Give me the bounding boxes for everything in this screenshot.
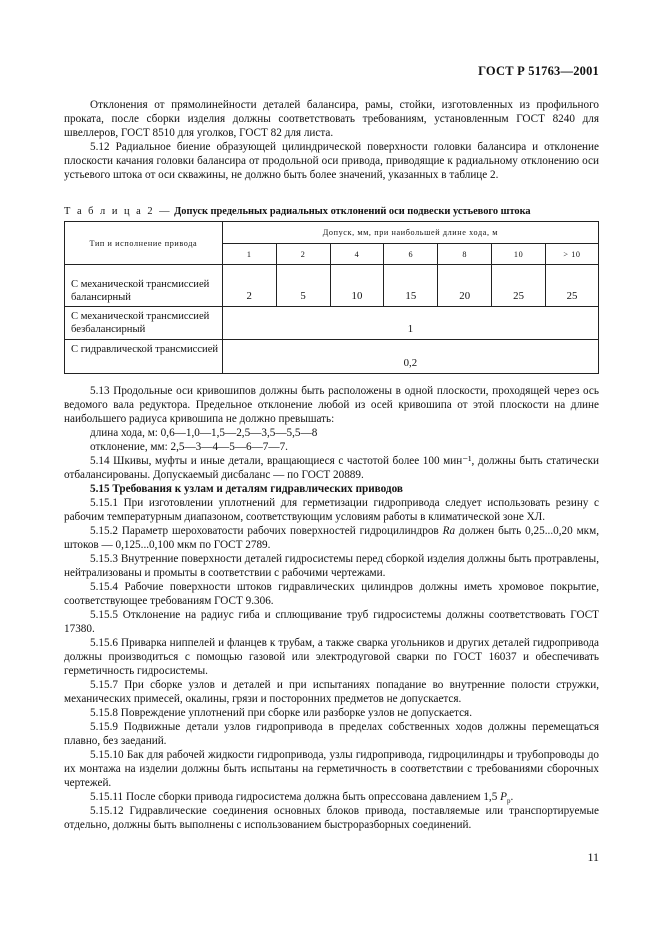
paragraph-5-15-6: 5.15.6 Приварка ниппелей и фланцев к трубам, а также сварка угольников и других деталей гидропривода должны производиться с помощью газовой или электродуговой сварки по ГОСТ 16037 и обеспечивать герметичность гидросистемы. [64, 637, 599, 677]
paragraph-5-15-2-text: 5.15.2 Параметр шероховатости рабочих поверхностей гидроцилиндров [90, 525, 443, 537]
tolerance-table [64, 221, 599, 374]
table-row [65, 340, 599, 374]
stroke-length-header: > 10 [546, 244, 599, 265]
table-cell-merged: 0,2 [222, 340, 598, 374]
row-label: С механической трансмиссией балансирный [65, 265, 223, 307]
row-label: С гидравлической трансмиссией [65, 340, 223, 374]
paragraph-5-12: 5.12 Радиальное биение образующей цилиндрической поверхности головки балансира и отклонение плоскости качания головки балансира от продольной оси привода, приводящие к радиальному отклонению оси устьевого штока от оси скважины, не должно быть более значений, указанных в таблице 2. [64, 141, 599, 181]
table-cell-merged: 1 [222, 307, 598, 340]
paragraph-5-15-1: 5.15.1 При изготовлении уплотнений для герметизации гидропривода следует использовать резину с рабочим температурным диапазоном, соответствующим условиям работы в климатической зоне ХЛ. [64, 497, 599, 523]
table-caption [64, 206, 531, 217]
stroke-length-header: 1 [222, 244, 276, 265]
table-row [65, 307, 599, 340]
paragraph-5-15-8: 5.15.8 Повреждение уплотнений при сборке или разборке узлов не допускается. [90, 707, 472, 719]
table-cell: 10 [330, 265, 384, 307]
col-group-header: Допуск, мм, при наибольшей длине хода, м [222, 222, 598, 244]
stroke-length-header: 4 [330, 244, 384, 265]
roughness-symbol: Ra [442, 525, 456, 537]
table-cell: 5 [276, 265, 330, 307]
paragraph-5-13-length: длина хода, м: 0,6—1,0—1,5—2,5—3,5—5,5—8 [90, 427, 318, 439]
col-type-header: Тип и исполнение привода [65, 222, 223, 265]
stroke-length-header: 6 [384, 244, 438, 265]
paragraph-5-15-4: 5.15.4 Рабочие поверхности штоков гидравлических цилиндров должны иметь хромовое покрытие, соответствующее требованиям ГОСТ 9.306. [64, 581, 599, 607]
standard-header: ГОСТ Р 51763—2001 [478, 64, 599, 78]
paragraph-5-13-deviation: отклонение, мм: 2,5—3—4—5—6—7—7. [90, 441, 288, 453]
paragraph-5-15-2 [64, 524, 599, 552]
table-cell: 25 [492, 265, 546, 307]
pressure-subscript: р [506, 797, 511, 806]
paragraph-5-15-10: 5.15.10 Бак для рабочей жидкости гидропривода, узлы гидропривода, гидроцилиндры и трубопроводы до их монтажа на изделии должны быть испытаны на герметичность в соответствии с требованиями сборочных чертежей. [64, 749, 599, 789]
paragraph-5-15-11-text: 5.15.11 После сборки привода гидросистема должна быть опрессована давлением 1,5 [90, 791, 501, 803]
paragraph-5-15-5: 5.15.5 Отклонение на радиус гиба и сплющивание труб гидросистемы должны соответствовать ГОСТ 17380. [64, 609, 599, 635]
paragraph-5-13: 5.13 Продольные оси кривошипов должны быть расположены в одной плоскости, проходящей через ось ведомого вала редуктора. Предельное отклонение любой из осей кривошипа от этой плоскости на длине наибольшего радиуса кривошипа не должно превышать: [64, 385, 599, 425]
table-caption-prefix: Т а б л и ц а 2 — [64, 206, 172, 217]
paragraph-5-15-12: 5.15.12 Гидравлические соединения основных блоков привода, поставляемые или транспортируемые отдельно, должны быть выполнены с использованием быстроразборных соединений. [64, 805, 599, 831]
main-text-block [64, 384, 599, 832]
table-cell: 15 [384, 265, 438, 307]
paragraph-5-15-11 [64, 790, 599, 804]
stroke-length-header: 8 [438, 244, 492, 265]
row-label: С механической трансмиссией безбалансирный [65, 307, 223, 340]
paragraph-5-15-11-end: . [510, 791, 514, 803]
table-row [65, 265, 599, 307]
page-number: 11 [587, 850, 599, 864]
table-caption-title: Допуск предельных радиальных отклонений оси подвески устьевого штока [174, 206, 531, 217]
paragraph-5-15-7: 5.15.7 При сборке узлов и деталей и при испытаниях попадание во внутренние полости стружки, механических примесей, окалины, грязи и посторонних предметов не допускается. [64, 679, 599, 705]
section-5-15-title: 5.15 Требования к узлам и деталям гидравлических приводов [90, 483, 403, 495]
table-cell: 25 [546, 265, 599, 307]
pressure-symbol: P [500, 791, 507, 803]
paragraph-5-15-2-text-end: должен быть 0,25...0,20 мкм, штоков — 0,125...0,100 мкм по ГОСТ 2789. [64, 525, 599, 551]
paragraph-5-14: 5.14 Шкивы, муфты и иные детали, вращающиеся с частотой более 100 мин⁻¹, должны быть статически отбалансированы. Допускаемый дисбаланс — по ГОСТ 20889. [64, 455, 599, 481]
table-cell: 2 [222, 265, 276, 307]
paragraph-straightness: Отклонения от прямолинейности деталей балансира, рамы, стойки, изготовленных из профильного проката, после сборки изделия должны соответствовать требованиям, установленным ГОСТ 8240 для швеллеров, ГОСТ 8510 для уголков, ГОСТ 82 для листа. [64, 99, 599, 139]
paragraph-5-15-3: 5.15.3 Внутренние поверхности деталей гидросистемы перед сборкой изделия должны быть протравлены, нейтрализованы и промыты в соответствии с рабочими чертежами. [64, 553, 599, 579]
paragraph-5-15-9: 5.15.9 Подвижные детали узлов гидропривода в пределах собственных ходов должны перемещаться плавно, без заеданий. [64, 721, 599, 747]
stroke-length-header: 10 [492, 244, 546, 265]
table-cell: 20 [438, 265, 492, 307]
stroke-length-header: 2 [276, 244, 330, 265]
intro-block [64, 98, 599, 182]
